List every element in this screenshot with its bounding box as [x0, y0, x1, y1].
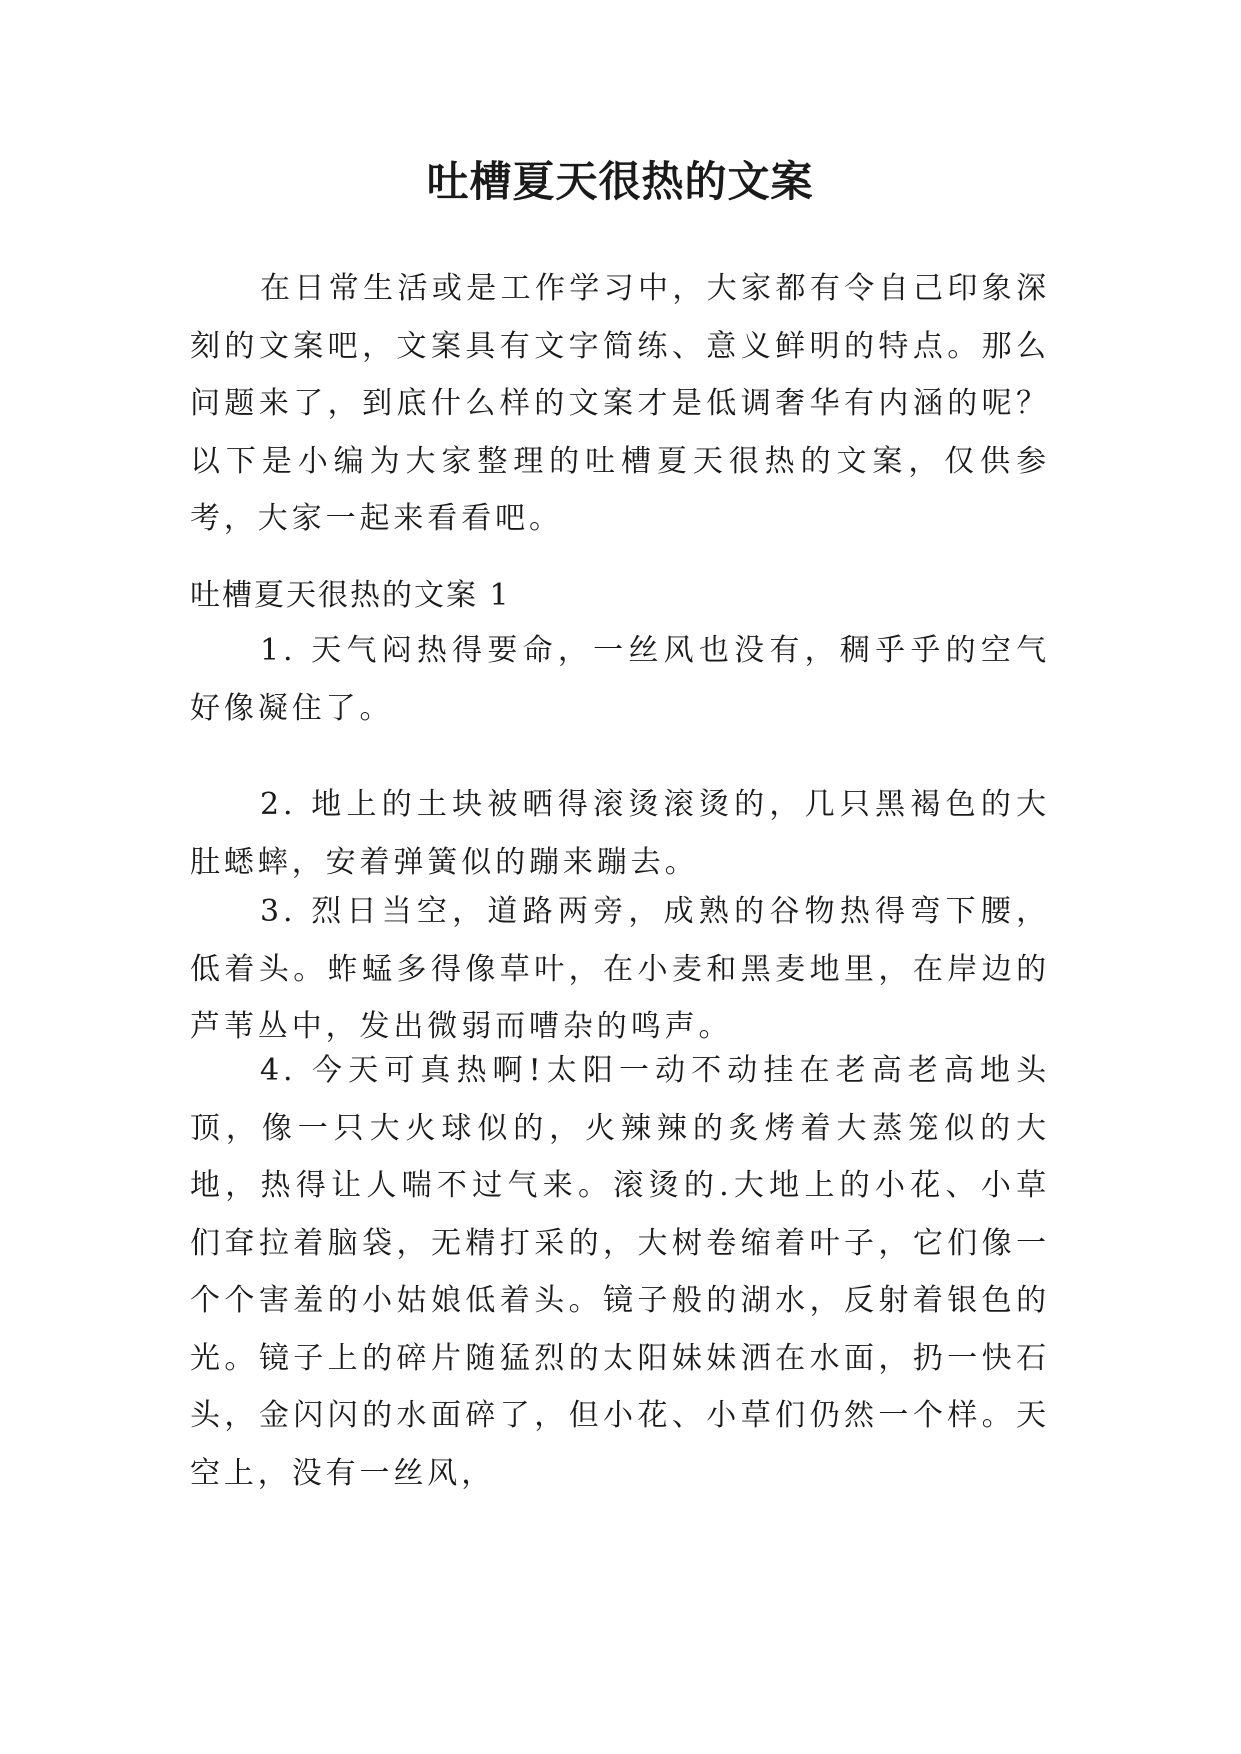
document-title: 吐槽夏天很热的文案	[426, 157, 814, 206]
list-item-4: 4. 今天可真热啊!太阳一动不动挂在老高老高地头顶，像一只大火球似的，火辣辣的炙烤着大蒸笼似的大地，热得让人喘不过气来。滚烫的.大地上的小花、小草们耷拉着脑袋，无精打采的，大树卷缩着叶子，它们像一个个害羞的小姑娘低着头。镜子般的湖水，反射着银色的光。镜子上的碎片随猛烈的太阳妹妹洒在水面，扔一快石头，金闪闪的水面碎了，但小花、小草们仍然一个样。天空上，没有一丝风，	[190, 1053, 1050, 1491]
list-item-1: 1. 天气闷热得要命，一丝风也没有，稠乎乎的空气好像凝住了。	[190, 633, 1050, 726]
intro-paragraph: 在日常生活或是工作学习中，大家都有令自己印象深刻的文案吧，文案具有文字简练、意义鲜明的特点。那么问题来了，到底什么样的文案才是低调奢华有内涵的呢？以下是小编为大家整理的吐槽夏天很热的文案，仅供参考，大家一起来看看吧。	[190, 271, 1050, 536]
list-item-2: 2. 地上的土块被晒得滚烫滚烫的，几只黑褐色的大肚蟋蟀，安着弹簧似的蹦来蹦去。	[190, 787, 1050, 880]
list-item-3: 3. 烈日当空，道路两旁，成熟的谷物热得弯下腰，低着头。蚱蜢多得像草叶，在小麦和黑麦地里，在岸边的芦苇丛中，发出微弱而嘈杂的鸣声。	[190, 894, 1050, 1044]
section-heading: 吐槽夏天很热的文案 1	[190, 578, 511, 613]
